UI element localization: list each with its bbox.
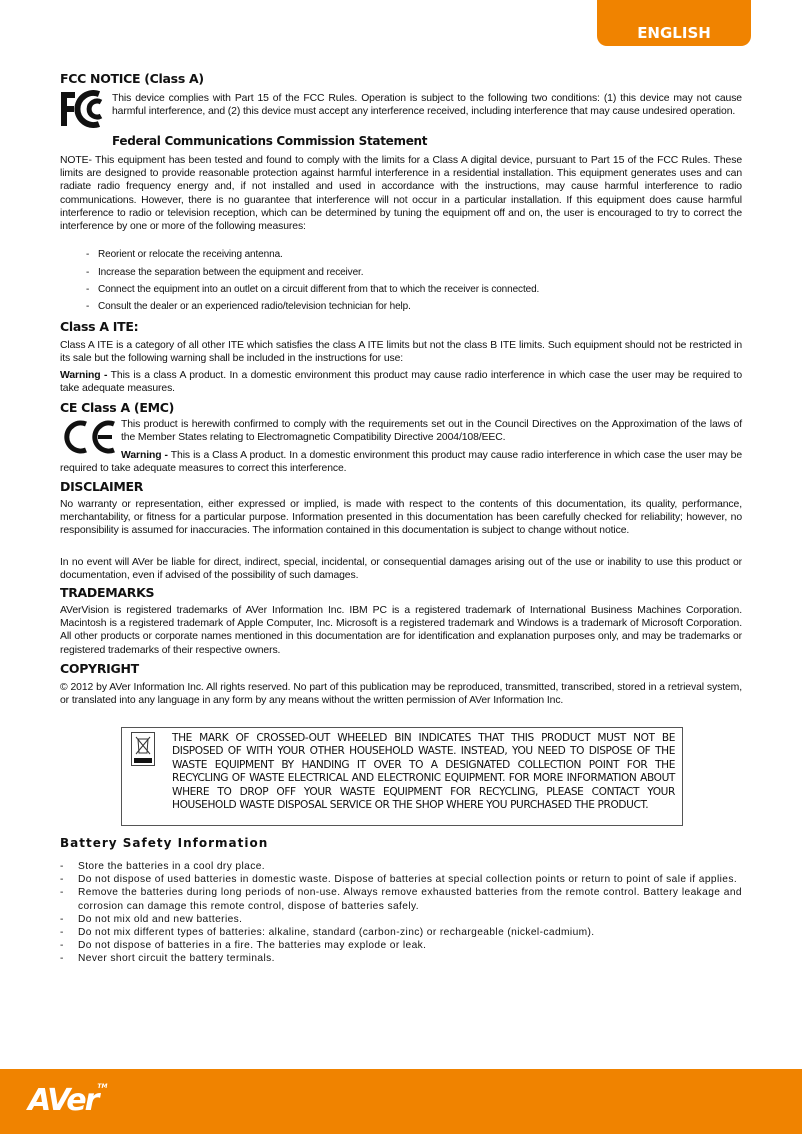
list-item: - Do not mix old and new batteries. — [60, 913, 243, 925]
class-a-warning: Warning - This is a class A product. In a domestic environment this product may cause radio interference in which case the user may be required to take adequate measures. — [60, 370, 742, 395]
fcc-title: FCC NOTICE (Class A) — [60, 71, 204, 86]
fcc-logo-icon — [59, 90, 111, 128]
battery-title: Battery Safety Information — [60, 836, 269, 850]
ce-text: This product is herewith confirmed to comply with the requirements set out in the Council Directives on the Approximation of the laws of the Member States relating to Electromagnetic Compatibility Directive 2004/108/EEC. — [121, 419, 742, 444]
ce-warning: Warning - This is a Class A product. In a domestic environment this product may cause radio interference in which case the user may be required to take adequate measures to correct this interference. — [60, 450, 742, 475]
list-item: - Do not dispose of used batteries in domestic waste. Dispose of batteries at special collection points or return to point of sale if applies. — [60, 874, 738, 886]
language-tab: ENGLISH — [597, 0, 751, 46]
list-item: - Store the batteries in a cool dry place. — [60, 861, 266, 872]
disclaimer-text: No warranty or representation, either expressed or implied, is made with respect to the contents of this documentation, its quality, performance, merchantability, or fitness for a particular purpose. Information presented in this documentation has been carefully checked for reliability; however, no responsibility is assumed for inaccuracies. The information contained in this documentation is subject to change without notice. — [60, 499, 742, 537]
disclaimer-title: DISCLAIMER — [60, 479, 144, 494]
weee-notice — [121, 727, 683, 826]
ce-title: CE Class A (EMC) — [60, 400, 174, 415]
list-item: - Do not mix different types of batteries: alkaline, standard (carbon-zinc) or rechargeable (nickel-cadmium). — [60, 927, 595, 939]
fcc-note: NOTE- This equipment has been tested and found to comply with the limits for a Class A digital device, pursuant to Part 15 of the FCC Rules. These limits are designed to provide reasonable protection against harmful interference in a residential installation. This equipment generates uses and can radiate radio frequency energy and, if not installed and used in accordance with the instructions, may cause harmful interference to radio communications. However, there is no guarantee that interference will not occur in a particular installation. If this equipment does cause harmful interference to radio or television reception, which can be determined by tuning the equipment off and on, the user is encouraged to try to correct the interference by one or more of the following measures: — [60, 155, 742, 233]
disclaimer-text-2: In no event will AVer be liable for direct, indirect, special, incidental, or consequential damages arising out of the use or inability to use this product or documentation, even if advised of the possibility of such damages. — [60, 557, 742, 582]
class-a-text: Class A ITE is a category of all other ITE which satisfies the class A ITE limits but not the class B ITE limits. Such equipment should not be restricted in its sale but the following warning shall be included in the instructions for use: — [60, 340, 742, 365]
fcc-text: This device complies with Part 15 of the FCC Rules. Operation is subject to the following two conditions: (1) this device may not cause harmful interference, and (2) this device must accept any interference received, including interference that may cause undesired operation. — [112, 93, 742, 118]
footer-bar — [0, 1069, 802, 1134]
copyright-title: COPYRIGHT — [60, 661, 139, 676]
trademarks-title: TRADEMARKS — [60, 585, 155, 600]
aver-logo: AVer™ — [28, 1083, 108, 1118]
crossed-bin-icon — [131, 732, 155, 766]
class-a-title: Class A ITE: — [60, 319, 139, 334]
list-item: - Do not dispose of batteries in a fire. The batteries may explode or leak. — [60, 940, 427, 952]
fcc-statement-title: Federal Communications Commission Statement — [112, 134, 428, 148]
copyright-text: © 2012 by AVer Information Inc. All rights reserved. No part of this publication may be reproduced, transmitted, transcribed, stored in a retrieval system, or translated into any language in any form by any means without the written permission of AVer Information Inc. — [60, 682, 742, 707]
list-item: - Never short circuit the battery terminals. — [60, 953, 275, 965]
weee-text: THE MARK OF CROSSED-OUT WHEELED BIN INDICATES THAT THIS PRODUCT MUST NOT BE DISPOSED OF WITH YOUR OTHER HOUSEHOLD WASTE. INSTEAD, YOU NEED TO DISPOSE OF THE WASTE EQUIPMENT BY HANDING IT OVER TO A DESIGNATED COLLECTION POINT FOR THE RECYCLING OF WASTE ELECTRICAL AND ELECTRONIC EQUIPMENT. FOR MORE INFORMATION ABOUT WHERE TO DROP OFF YOUR WASTE EQUIPMENT FOR RECYCLING, PLEASE CONTACT YOUR HOUSEHOLD WASTE DISPOSAL SERVICE OR THE SHOP WHERE YOU PURCHASED THE PRODUCT. — [172, 732, 675, 812]
trademarks-text: AVerVision is registered trademarks of AVer Information Inc. IBM PC is a registered trademark of International Business Machines Corporation. Macintosh is a registered trademark of Apple Computer, Inc. Microsoft is a registered trademark and Windows is a trademark of Microsoft Corporation. All other products or corporate names mentioned in this documentation are for identification and explanation purposes only, and may be trademarks or registered trademarks of their respective owners. — [60, 605, 742, 656]
battery-list — [60, 860, 742, 966]
list-item: - Remove the batteries during long periods of non-use. Always remove exhausted batteries from the remote control. Battery leakage and corrosion can damage this remote control, dispose of batteries safely. — [60, 887, 742, 912]
